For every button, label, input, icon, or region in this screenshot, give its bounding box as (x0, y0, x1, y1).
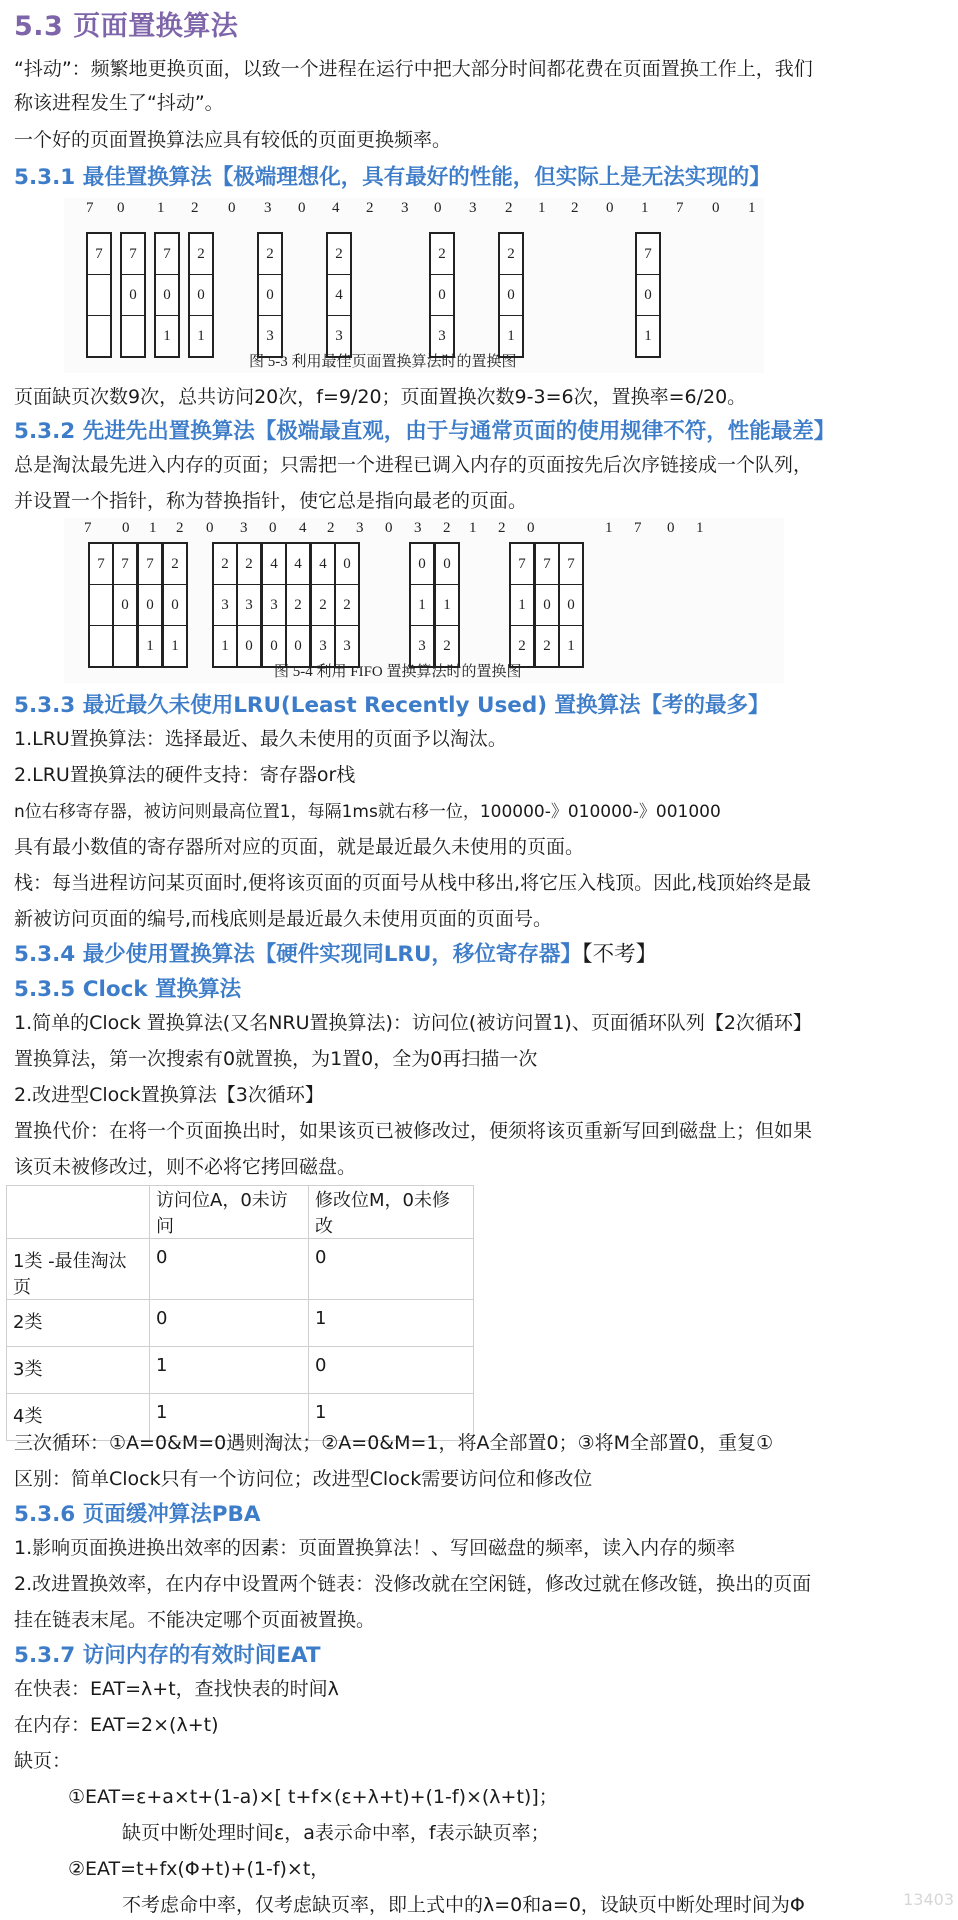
fifo-line-2: 并设置一个指针，称为替换指针，使它总是指向最老的页面。 (14, 490, 528, 512)
clock-after-2: 区别：简单Clock只有一个访问位；改进型Clock需要访问位和修改位 (14, 1468, 593, 1490)
frame-column: 4 2 3 (310, 542, 336, 668)
clock-line-1: 1.简单的Clock 置换算法(又名NRU置换算法)：访问位(被访问置1)、页面循环队列【2次循环】 (14, 1012, 812, 1034)
figure-optimal-replacement (64, 198, 764, 373)
lru-line-6: 新被访问页面的编号,而栈底则是最近最久未使用页面的页面号。 (14, 908, 553, 930)
clock-after-1: 三次循环：①A=0&M=0遇则淘汰；②A=0&M=1，将A全部置0；③将M全部置0，重复① (14, 1432, 774, 1454)
eat-formula-2-note: 不考虑命中率，仅考虑缺页率，即上式中的λ=0和a=0，设缺页中断处理时间为Φ (122, 1894, 805, 1916)
frame-column: 0 2 3 (334, 542, 360, 668)
section-title: 5.3 页面置换算法 (14, 11, 239, 42)
frame-column: 4 2 0 (285, 542, 311, 668)
heading-5-3-2: 5.3.2 先进先出置换算法【极端最直观，由于与通常页面的使用规律不符，性能最差】 (14, 419, 836, 444)
table-row: 4类 1 1 (7, 1394, 474, 1441)
frame-column: 2 3 1 (212, 542, 238, 668)
eat-line-3: 缺页： (14, 1750, 72, 1772)
frame-column: 7 0 1 (154, 232, 180, 358)
heading-5-3-4-title: 5.3.4 最少使用置换算法【硬件实现同LRU，移位寄存器】 (14, 942, 582, 967)
frame-column: 7 (88, 542, 114, 668)
frame-column: 7 0 1 (635, 232, 661, 358)
heading-5-3-7: 5.3.7 访问内存的有效时间EAT (14, 1643, 321, 1668)
frame-column: 0 1 2 (434, 542, 460, 668)
intro-line-1: “抖动”：频繁地更换页面，以致一个进程在运行中把大部分时间都花费在页面置换工作上，我们 (14, 58, 813, 80)
frame-column: 2 0 1 (188, 232, 214, 358)
eat-formula-1-note: 缺页中断处理时间ε，a表示命中率，f表示缺页率； (122, 1822, 550, 1844)
frame-column: 4 3 0 (261, 542, 287, 668)
figure-fifo-replacement (64, 518, 784, 683)
clock-line-3: 2.改进型Clock置换算法【3次循环】 (14, 1084, 324, 1106)
lru-line-5: 栈：每当进程访问某页面时,便将该页面的页面号从栈中移出,将它压入栈顶。因此,栈顶始终是最 (14, 872, 812, 894)
frame-column: 7 (86, 232, 112, 358)
heading-5-3-6: 5.3.6 页面缓冲算法PBA (14, 1502, 261, 1527)
frame-column: 2 0 1 (162, 542, 188, 668)
pba-line-2: 2.改进置换效率，在内存中设置两个链表：没修改就在空闲链，修改过就在修改链，换出的页面 (14, 1573, 812, 1595)
heading-5-3-1: 5.3.1 最佳置换算法【极端理想化，具有最好的性能，但实际上是无法实现的】 (14, 165, 771, 190)
watermark: 13403 (903, 1890, 954, 1909)
heading-5-3-4 (14, 937, 657, 968)
clock-line-2: 置换算法，第一次搜索有0就置换，为1置0，全为0再扫描一次 (14, 1048, 538, 1070)
frame-column: 2 0 3 (257, 232, 283, 358)
frame-column: 7 0 1 (558, 542, 584, 668)
clock-line-4: 置换代价：在将一个页面换出时，如果该页已被修改过，便须将该页重新写回到磁盘上；但如果 (14, 1120, 813, 1142)
clock-line-5: 该页未被修改过，则不必将它拷回磁盘。 (14, 1156, 357, 1178)
table-header-row: 访问位A，0未访问 修改位M，0未修改 (7, 1186, 474, 1239)
frame-column: 7 0 (112, 542, 138, 668)
heading-5-3-3: 5.3.3 最近最久未使用LRU(Least Recently Used) 置换算法【考的最多】 (14, 693, 770, 718)
eat-formula-2: ②EAT=t+fx(Φ+t)+(1-f)×t， (68, 1858, 330, 1880)
table-row: 1类 -最佳淘汰页 0 0 (7, 1239, 474, 1300)
lru-line-1: 1.LRU置换算法：选择最近、最久未使用的页面予以淘汰。 (14, 728, 507, 750)
not-tested-note: 【不考】 (581, 942, 658, 967)
table-row: 2类 0 1 (7, 1300, 474, 1347)
fifo-line-1: 总是淘汰最先进入内存的页面；只需把一个进程已调入内存的页面按先后次序链接成一个队列， (14, 454, 813, 476)
frame-column: 2 4 3 (326, 232, 352, 358)
clock-class-table (6, 1185, 474, 1441)
frame-column: 2 3 0 (236, 542, 262, 668)
frame-column: 7 0 (120, 232, 146, 358)
eat-formula-1: ①EAT=ε+a×t+(1-a)×[ t+f×(ε+λ+t)+(1-f)×(λ+t)]； (68, 1786, 558, 1808)
eat-line-2: 在内存：EAT=2×(λ+t) (14, 1714, 219, 1736)
frame-column: 0 1 3 (409, 542, 435, 668)
frame-column: 7 0 2 (534, 542, 560, 668)
table-row: 3类 1 0 (7, 1347, 474, 1394)
frame-column: 7 1 2 (509, 542, 535, 668)
figure-caption: 图 5-3 利用最佳页面置换算法时的置换图 (249, 354, 517, 370)
pba-line-3: 挂在链表末尾。不能决定哪个页面被置换。 (14, 1609, 376, 1631)
reference-string: 7 0 1 2 0 3 0 4 2 3 0 3 2 1 2 0 1 7 0 1 (86, 200, 756, 216)
lru-line-2: 2.LRU置换算法的硬件支持：寄存器or栈 (14, 764, 356, 786)
frame-column: 2 0 3 (429, 232, 455, 358)
optimal-summary: 页面缺页次数9次，总共访问20次，f=9/20；页面置换次数9-3=6次，置换率=6/20。 (14, 386, 747, 408)
figure-caption: 图 5-4 利用 FIFO 置换算法时的置换图 (274, 664, 522, 680)
reference-string: 7 0 1 2 0 3 0 4 2 3 0 3 2 1 2 0 1 7 0 1 (84, 520, 704, 536)
lru-line-3: n位右移寄存器，被访问则最高位置1，每隔1ms就右移一位，100000-》010000-》001000 (14, 802, 721, 822)
intro-line-2: 称该进程发生了“抖动”。 (14, 92, 224, 114)
pba-line-1: 1.影响页面换进换出效率的因素：页面置换算法！、写回磁盘的频率，读入内存的频率 (14, 1537, 736, 1559)
eat-line-1: 在快表：EAT=λ+t，查找快表的时间λ (14, 1678, 339, 1700)
frame-column: 7 0 1 (137, 542, 163, 668)
lru-line-4: 具有最小数值的寄存器所对应的页面，就是最近最久未使用的页面。 (14, 836, 585, 858)
heading-5-3-5: 5.3.5 Clock 置换算法 (14, 977, 242, 1002)
intro-line-3: 一个好的页面置换算法应具有较低的页面更换频率。 (14, 129, 452, 151)
frame-column: 2 0 1 (498, 232, 524, 358)
